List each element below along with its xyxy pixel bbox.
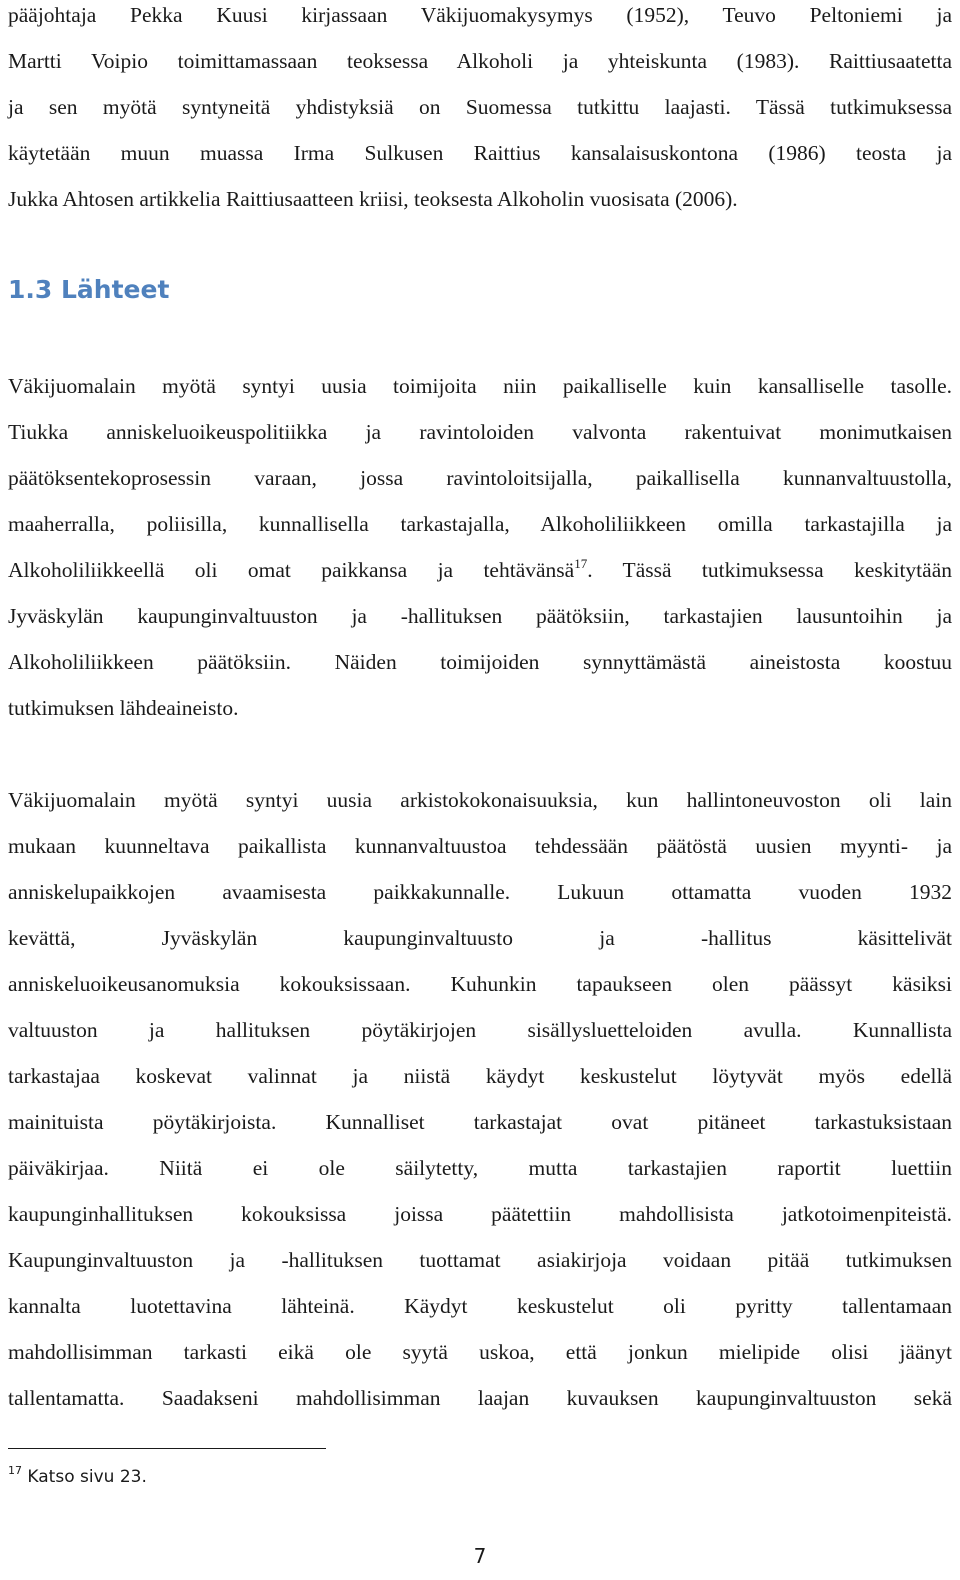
text-line: kannalta luotettavina lähteinä. Käydyt keskustelut oli pyritty tallentamaan (8, 1294, 952, 1318)
text-segment: . Tässä tutkimuksessa keskitytään (587, 558, 952, 582)
text-line: päiväkirjaa. Niitä ei ole säilytetty, mutta tarkastajien raportit luettiin (8, 1156, 952, 1180)
text-line: Martti Voipio toimittamassaan teoksessa Alkoholi ja yhteiskunta (1983). Raittiusaatetta (8, 49, 952, 73)
footnote-reference[interactable]: 17 (574, 556, 588, 571)
text-line: anniskeluoikeusanomuksia kokouksissaan. Kuhunkin tapaukseen olen päässyt käsiksi (8, 972, 952, 996)
text-line: käytetään muun muassa Irma Sulkusen Raittius kansalaisuskontona (1986) teosta ja (8, 141, 952, 165)
text-line: Kaupunginvaltuuston ja -hallituksen tuottamat asiakirjoja voidaan pitää tutkimuksen (8, 1248, 952, 1272)
text-line: ja sen myötä syntyneitä yhdistyksiä on Suomessa tutkittu laajasti. Tässä tutkimuksessa (8, 95, 952, 119)
text-segment: Alkoholiliikkeellä oli omat paikkansa ja tehtävänsä (8, 558, 575, 582)
archives-paragraph (8, 777, 952, 1421)
footnote-text: Katso sivu 23. (22, 1467, 147, 1487)
text-line: mainituista pöytäkirjoista. Kunnalliset tarkastajat ovat pitäneet tarkastuksistaan (8, 1110, 952, 1134)
section-heading: 1.3 Lähteet (8, 275, 170, 304)
text-line: Jukka Ahtosen artikkelia Raittiusaatteen kriisi, teoksesta Alkoholin vuosisata (2006). (8, 187, 738, 211)
text-line: päätöksentekoprosessin varaan, jossa ravintoloitsijalla, paikallisella kunnanvaltuustolla, (8, 466, 952, 490)
text-line: Jyväskylän kaupunginvaltuuston ja -hallituksen päätöksiin, tarkastajien lausuntoihin ja (8, 604, 952, 628)
text-line: mukaan kuunneltava paikallista kunnanvaltuustoa tehdessään päätöstä uusien myynti- ja (8, 834, 952, 858)
page-number: 7 (473, 1544, 487, 1568)
text-line: mahdollisimman tarkasti eikä ole syytä uskoa, että jonkun mielipide olisi jäänyt (8, 1340, 952, 1364)
footnote-number: 17 (8, 1464, 22, 1477)
text-line: kaupunginhallituksen kokouksissa joissa päätettiin mahdollisista jatkotoimenpiteistä. (8, 1202, 952, 1226)
text-line: tarkastajaa koskevat valinnat ja niistä käydyt keskustelut löytyvät myös edellä (8, 1064, 952, 1088)
text-line: pääjohtaja Pekka Kuusi kirjassaan Väkijuomakysymys (1952), Teuvo Peltoniemi ja (8, 3, 952, 27)
sources-paragraph (8, 363, 952, 731)
footnote-separator (8, 1448, 326, 1449)
text-line: kevättä, Jyväskylän kaupunginvaltuusto ja -hallitus käsittelivät (8, 926, 952, 950)
text-line: maaherralla, poliisilla, kunnallisella tarkastajalla, Alkoholiliikkeen omilla tarkastajilla ja (8, 512, 952, 536)
text-line: tallentamatta. Saadakseni mahdollisimman laajan kuvauksen kaupunginvaltuuston sekä (8, 1386, 952, 1410)
intro-paragraph (8, 0, 952, 222)
text-line: Väkijuomalain myötä syntyi uusia toimijoita niin paikalliselle kuin kansalliselle tasolle. (8, 374, 952, 398)
text-line: Tiukka anniskeluoikeuspolitiikka ja ravintoloiden valvonta rakentuivat monimutkaisen (8, 420, 952, 444)
text-line-with-footnote-ref (8, 547, 952, 593)
text-line: anniskelupaikkojen avaamisesta paikkakunnalle. Lukuun ottamatta vuoden 1932 (8, 880, 952, 904)
text-line: tutkimuksen lähdeaineisto. (8, 696, 239, 720)
text-line: Alkoholiliikkeen päätöksiin. Näiden toimijoiden synnyttämästä aineistosta koostuu (8, 650, 952, 674)
footnote (8, 1462, 147, 1492)
text-line: Väkijuomalain myötä syntyi uusia arkistokokonaisuuksia, kun hallintoneuvoston oli lain (8, 788, 952, 812)
text-line: valtuuston ja hallituksen pöytäkirjojen sisällysluetteloiden avulla. Kunnallista (8, 1018, 952, 1042)
